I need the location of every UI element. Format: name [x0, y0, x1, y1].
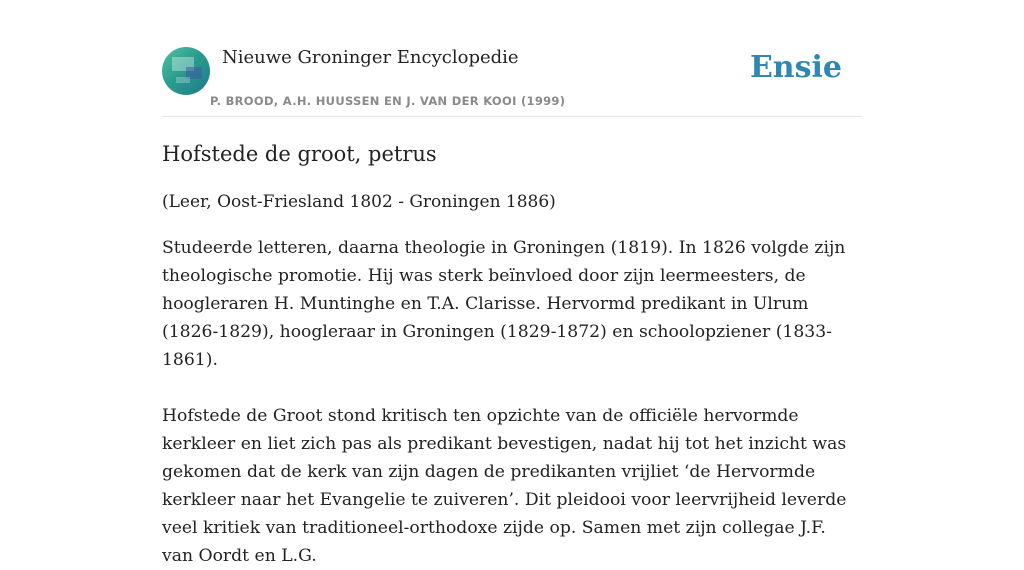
publication-title[interactable]: Nieuwe Groninger Encyclopedie	[222, 47, 519, 68]
entry-headword: Hofstede de groot, petrus	[162, 142, 437, 166]
entry-paragraph: Studeerde letteren, daarna theologie in Groningen (1819). In 1826 volgde zijn theologische promotie. Hij was sterk beïnvloed door zijn leermeesters, de hoogleraren H. Muntinghe en T.A. Clarisse. Hervormd predikant in Ulrum (1826-1829), hoogleraar in Groningen (1829-1872) en schoolopziener (1833-1861).	[162, 238, 846, 370]
ensie-logo-link[interactable]: Ensie	[749, 50, 842, 85]
entry-life-dates: (Leer, Oost-Friesland 1802 - Groningen 1886)	[162, 192, 556, 212]
entry-content	[162, 138, 862, 570]
publication-logo-icon[interactable]	[162, 47, 210, 95]
entry-paragraph: Hofstede de Groot stond kritisch ten opzichte van de officiële hervormde kerkleer en liet zich pas als predikant bevestigen, nadat hij tot het inzicht was gekomen dat de kerk van zijn dagen de predikanten vrijliet ‘de Hervormde kerkleer naar het Evangelie te zuiveren’. Dit pleidooi voor leervrijheid leverde veel kritiek van traditioneel-orthodoxe zijde op. Samen met zijn collegae J.F. van Oordt en L.G.	[162, 406, 847, 566]
site-header	[162, 44, 862, 117]
publication-authors: P. BROOD, A.H. HUUSSEN EN J. VAN DER KOOI (1999)	[210, 94, 566, 108]
